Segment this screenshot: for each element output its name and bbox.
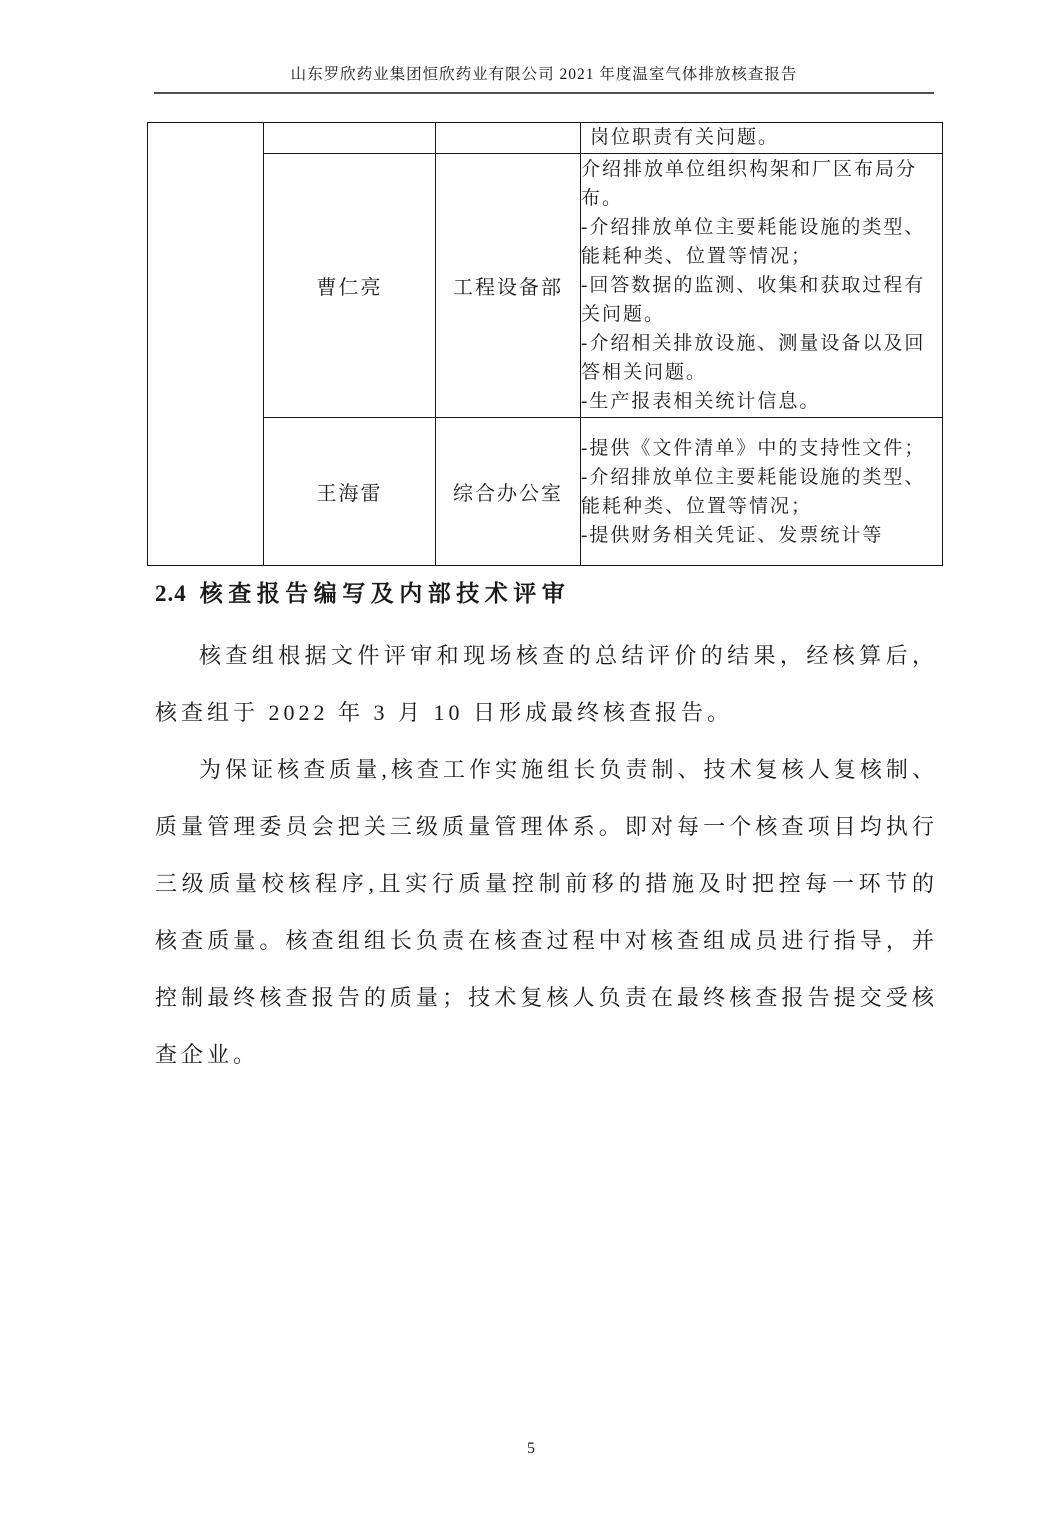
duty-line: -提供《文件清单》中的支持性文件； [581,437,926,459]
duty-line: 介绍排放单位组织构架和厂区布局分布。 [581,159,918,209]
table-cell-duties [581,123,943,154]
duty-line: -回答数据的监测、收集和获取过程有关问题。 [581,275,926,325]
table-cell-name [264,123,436,154]
table-row [148,154,943,418]
table-cell-duties [581,154,943,418]
duty-line: -生产报表相关统计信息。 [581,391,821,412]
section-title: 核查报告编写及内部技术评审 [199,581,571,606]
table-cell-duties [581,418,943,566]
paragraph: 为保证核查质量,核查工作实施组长负责制、技术复核人复核制、质量管理委员会把关三级质量管理体系。即对每一个核查项目均执行三级质量校核程序,且实行质量控制前移的措施及时把控每一环节的核查质量。核查组组长负责在核查过程中对核查组成员进行指导，并控制最终核查报告的质量；技术复核人负责在最终核查报告提交受核查企业。 [155,757,938,1067]
table-cell-name: 曹仁亮 [264,154,436,418]
duty-line: -介绍排放单位主要耗能设施的类型、能耗种类、位置等情况； [581,466,926,517]
table-cell-department: 综合办公室 [436,418,581,566]
running-header-title: 山东罗欣药业集团恒欣药业有限公司 2021 年度温室气体排放核查报告 [290,66,798,83]
table-cell-category-merged [148,123,264,566]
table-row [148,418,943,566]
section-heading [155,575,570,608]
table-cell-department [436,123,581,154]
duty-line: -提供财务相关凭证、发票统计等 [581,524,884,546]
duty-line: -介绍排放单位主要耗能设施的类型、能耗种类、位置等情况； [581,217,926,267]
body-text [155,627,938,1083]
duty-line: 岗位职责有关问题。 [590,127,780,148]
table-cell-department: 工程设备部 [436,154,581,418]
section-number: 2.4 [155,581,187,606]
duty-line: -介绍相关排放设施、测量设备以及回答相关问题。 [581,333,926,383]
paragraph: 核查组根据文件评审和现场核查的总结评价的结果，经核算后，核查组于 2022 年 3 月 10 日形成最终核查报告。 [155,643,938,725]
page-footer [0,1440,1062,1458]
table-row [148,123,943,154]
table-cell-name: 王海雷 [264,418,436,566]
interviewee-duties-table [147,122,943,566]
running-header [154,62,934,94]
page-number: 5 [527,1440,535,1457]
